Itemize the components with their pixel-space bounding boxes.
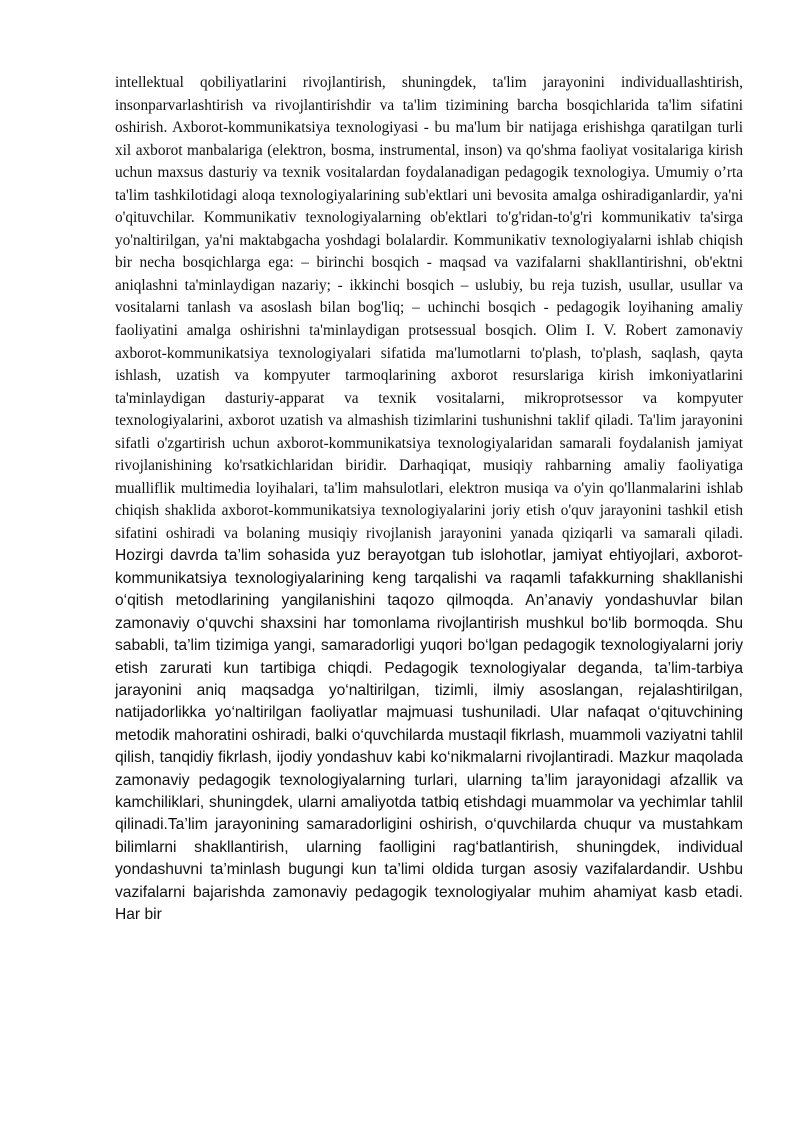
document-page [115, 72, 743, 926]
sans-text-block: Hozirgi davrda ta’lim sohasida yuz berayotgan tub islohotlar, jamiyat ehtiyojlari, axborot-kommunikatsiya texnologiyalarining keng tarqalishi va raqamli tafakkurning shakllanishi o‘qitish metodlarining yangilanishini taqozo qilmoqda. An’anaviy yondashuvlar bilan zamonaviy o‘quvchi shaxsini har tomonlama rivojlantirish mushkul bo‘lib bormoqda. Shu sababli, ta’lim tizimiga yangi, samaradorligi yuqori bo‘lgan pedagogik texnologiyalarni joriy etish zarurati kun tartibiga chiqdi. Pedagogik texnologiyalar deganda, ta’lim-tarbiya jarayonini aniq maqsadga yo‘naltirilgan, tizimli, ilmiy asoslangan, rejalashtirilgan, natijadorlikka yo‘naltirilgan faoliyatlar majmuasi tushuniladi. Ular nafaqat o‘qituvchining metodik mahoratini oshiradi, balki o‘quvchilarda mustaqil fikrlash, muammoli vaziyatni tahlil qilish, tanqidiy fikrlash, ijodiy yondashuv kabi ko‘nikmalarni rivojlantiradi. Mazkur maqolada zamonaviy pedagogik texnologiyalarning turlari, ularning ta’lim jarayonidagi afzallik va kamchiliklari, shuningdek, ularni amaliyotda tatbiq etishdagi muammolar va yechimlar tahlil qilinadi.Ta’lim jarayonining samaradorligini oshirish, o‘quvchilarda chuqur va mustahkam bilimlarni shakllantirish, ularning faolligini rag‘batlantirish, shuningdek, individual yondashuvni ta’minlash bugungi kun ta’limi oldida turgan asosiy vazifalardandir. Ushbu vazifalarni bajarishda zamonaviy pedagogik texnologiyalar muhim ahamiyat kasb etadi. Har bir [115, 547, 743, 923]
body-paragraph [115, 72, 743, 926]
serif-text-block: intellektual qobiliyatlarini rivojlantirish, shuningdek, ta'lim jarayonini individuallashtirish, insonparvarlashtirish va rivojlantirishdir va ta'lim tizimining barcha bosqichlarida ta'lim sifatini oshirish. Axborot-kommunikatsiya texnologiyasi - bu ma'lum bir natijaga erishishga qaratilgan turli xil axborot manbalariga (elektron, bosma, instrumental, inson) va qo'shma faoliyat vositalariga kirish uchun maxsus dasturiy va texnik vositalardan foydalanadigan pedagogik texnologiya. Umumiy o’rta ta'lim tashkilotidagi aloqa texnologiyalarining sub'ektlari uni bevosita amalga oshiradiganlardir, ya'ni o'qituvchilar. Kommunikativ texnologiyalarning ob'ektlari to'g'ridan-to'g'ri kommunikativ ta'sirga yo'naltirilgan, ya'ni maktabgacha yoshdagi bolalardir. Kommunikativ texnologiyalarni ishlab chiqish bir necha bosqichlarga ega: – birinchi bosqich - maqsad va vazifalarni shakllantirishni, ob'ektni aniqlashni ta'minlaydigan nazariy; - ikkinchi bosqich – uslubiy, bu reja tuzish, usullar, usullar va vositalarni tanlash va asoslash bilan bog'liq; – uchinchi bosqich - pedagogik loyihaning amaliy faoliyatini amalga oshirishni ta'minlaydigan protsessual bosqich. Olim I. V. Robert zamonaviy axborot-kommunikatsiya texnologiyalari sifatida ma'lumotlarni to'plash, to'plash, saqlash, qayta ishlash, uzatish va kompyuter tarmoqlarining axborot resurslariga kirish imkoniyatlarini ta'minlaydigan dasturiy-apparat va texnik vositalarni, mikroprotsessor va kompyuter texnologiyalarini, axborot uzatish va almashish tizimlarini tushunishni taklif qiladi. Ta'lim jarayonini sifatli o'zgartirish uchun axborot-kommunikatsiya texnologiyalaridan samarali foydalanish jamiyat rivojlanishining ko'rsatkichlaridan biridir. Darhaqiqat, musiqiy rahbarning amaliy faoliyatiga mualliflik multimedia loyihalari, ta'lim mahsulotlari, elektron musiqa va o'yin qo'llanmalarini ishlab chiqish shaklida axborot-kommunikatsiya texnologiyalarini joriy etish o'quv jarayonini tashkil etish sifatini oshiradi va bolaning musiqiy rivojlanish jarayonini yanada qiziqarli va samarali qiladi. [115, 74, 743, 542]
